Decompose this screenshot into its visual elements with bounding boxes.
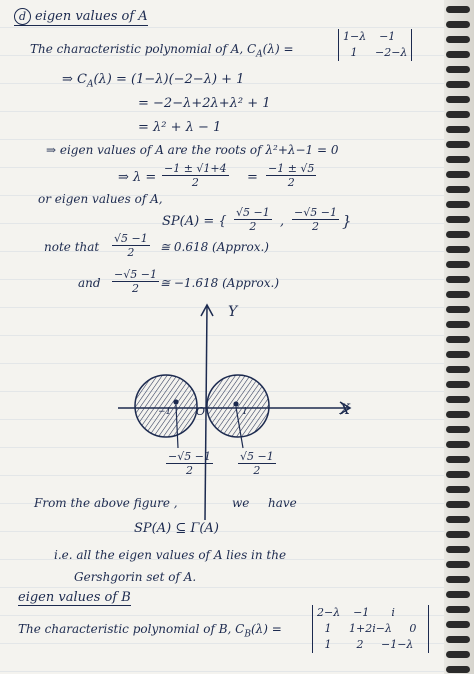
eq-line-3: = λ² + λ − 1: [138, 120, 222, 135]
conclusion-line-3: i.e. all the eigen values of A lies in the: [54, 548, 287, 562]
and-num: −√5 −1: [114, 268, 157, 281]
matrix-cell: 2−λ: [317, 606, 341, 619]
conclusion-line-1b: we: [232, 496, 250, 510]
eq-line-2: = −2−λ+2λ+λ² + 1: [138, 96, 271, 111]
eq-line-5-eq: =: [247, 170, 258, 185]
and-approx: ≅ −1.618 (Approx.): [160, 276, 280, 290]
char-poly-b-text: The characteristic polynomial of B, C: [18, 622, 245, 636]
matrix-cell: 1: [324, 622, 332, 635]
y-axis-label: Y: [228, 304, 238, 320]
diagram-label-left: [166, 450, 213, 477]
eigenvalue-point-left: [173, 399, 178, 404]
eq-line-5-lhs: ⇒ λ =: [118, 170, 157, 185]
section-title-text: eigen values of A: [35, 9, 148, 24]
matrix-b: [312, 605, 429, 653]
eq-line-5-num2: −1 ± √5: [268, 162, 315, 175]
note-den: 2: [127, 246, 135, 259]
note-num: √5 −1: [114, 232, 148, 245]
matrix-cell: 0: [409, 622, 417, 635]
sp-a-close: }: [342, 212, 352, 230]
matrix-cell: −1−λ: [381, 638, 414, 651]
char-poly-b-label: [18, 622, 282, 639]
right-center-label: 1: [242, 407, 248, 417]
matrix-cell: 1−λ: [343, 30, 367, 43]
char-poly-b-sub: B: [244, 629, 251, 640]
eq-line-6: or eigen values of A,: [38, 192, 163, 206]
conclusion-line-2: SP(A) ⊆ Γ(A): [134, 521, 219, 536]
matrix-cell: −2−λ: [375, 46, 408, 59]
diagram-label-right-den: 2: [253, 464, 261, 477]
section-b-title: eigen values of B: [18, 590, 131, 605]
sp-a-num1: √5 −1: [236, 206, 270, 219]
note-approx: ≅ 0.618 (Approx.): [160, 240, 269, 254]
sp-a-den1: 2: [249, 220, 257, 233]
eq-line-5-num1: −1 ± √1+4: [164, 162, 227, 175]
diagram-label-right-num: √5 −1: [240, 450, 274, 463]
matrix-row: [317, 621, 424, 637]
eq-line-1-sub: A: [86, 79, 94, 90]
matrix-cell: i: [391, 606, 395, 619]
eq-line-1-tail: (λ) = (1−λ)(−2−λ) + 1: [93, 72, 245, 87]
y-axis: [205, 305, 207, 520]
diagram-label-left-den: 2: [185, 464, 193, 477]
char-poly-a-tail: (λ) =: [262, 42, 294, 56]
sp-a-den2: 2: [311, 220, 319, 233]
conclusion-line-1c: have: [268, 496, 297, 510]
sp-a-num2: −√5 −1: [294, 206, 337, 219]
matrix-row: [317, 637, 424, 653]
eq-line-4: ⇒ eigen values of A are the roots of λ²+λ−1 = 0: [46, 143, 339, 157]
left-center-label: −1: [158, 407, 172, 417]
conclusion-line-1a: From the above figure ,: [34, 496, 178, 510]
matrix-cell: 1: [324, 638, 332, 651]
and-den: 2: [131, 282, 139, 295]
char-poly-a-sub: A: [256, 49, 263, 60]
origin-label: O: [196, 405, 206, 418]
diagram-label-left-num: −√5 −1: [168, 450, 211, 463]
note-that-label: note that: [44, 240, 100, 254]
char-poly-a-text: The characteristic polynomial of A, C: [30, 42, 257, 56]
matrix-cell: 1: [350, 46, 358, 59]
gershgorin-disk-left: [135, 375, 197, 437]
x-axis-label: X: [340, 402, 350, 418]
section-marker: d: [14, 8, 31, 25]
matrix-cell: 1+2i−λ: [349, 622, 392, 635]
diagram-label-right: [238, 450, 276, 477]
eq-line-1-text: ⇒ C: [62, 72, 87, 87]
matrix-row: [317, 605, 424, 621]
sp-a-comma: ,: [280, 214, 285, 229]
matrix-cell: 2: [356, 638, 364, 651]
matrix-cell: −1: [353, 606, 370, 619]
gershgorin-disk-right: [207, 375, 269, 437]
matrix-cell: −1: [379, 30, 396, 43]
and-label: and: [78, 276, 101, 290]
eq-line-5-den2: 2: [287, 176, 295, 189]
eq-line-5-den1: 2: [191, 176, 199, 189]
conclusion-line-4: Gershgorin set of A.: [74, 570, 197, 584]
eigenvalue-point-right: [233, 401, 238, 406]
char-poly-b-tail: (λ) =: [250, 622, 282, 636]
sp-a-lhs: SP(A) = {: [162, 214, 227, 229]
